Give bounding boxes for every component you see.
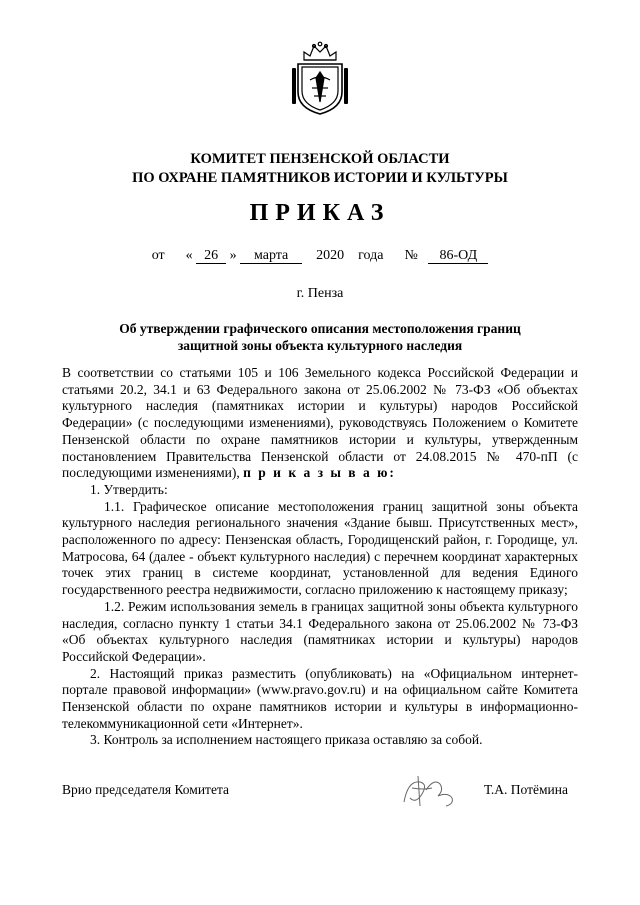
date-day: 26 (196, 248, 226, 264)
org-line-2: ПО ОХРАНЕ ПАМЯТНИКОВ ИСТОРИИ И КУЛЬТУРЫ (132, 170, 508, 186)
document-number: 86-ОД (428, 248, 488, 264)
date-from-label: от (151, 248, 165, 263)
handwritten-signature (398, 770, 468, 810)
coat-of-arms-icon (290, 40, 350, 118)
organization-name (0, 150, 640, 188)
quote-open: « (185, 248, 193, 263)
date-year: 2020 (316, 248, 345, 263)
item-1: 1. Утвердить: (90, 481, 168, 497)
quote-close: » (229, 248, 237, 263)
order-word: п р и к а з ы в а ю: (243, 465, 396, 481)
document-body (62, 365, 578, 749)
item-3: 3. Контроль за исполнением настоящего приказа оставляю за собой. (90, 732, 483, 748)
item-1-1: 1.1. Графическое описание местоположения границ защитной зоны объекта культурного наследия регионального значения «Здание бывш. Присутственных мест», расположенного по адресу: Пензенская область, Городищенский район, г. Городище, ул. Матросова, 64 (далее - объект культурного наследия) с перечнем координат характерных точек этих границ в системе координат, установленной для ведения Единого государственного реестра недвижимости, согласно приложению к настоящему приказу; (62, 498, 578, 598)
city: г. Пенза (296, 286, 344, 301)
signer-position: Врио председателя Комитета (62, 782, 229, 797)
year-word: года (358, 248, 384, 263)
item-2: 2. Настоящий приказ разместить (опубликовать) на «Официальном интернет-портале правовой информации» (www.pravo.gov.ru) и на официальном сайте Комитета Пензенской области по охране памятников истории и культуры в информационно-телекоммуникационной сети «Интернет». (62, 665, 578, 731)
document-subject (80, 320, 560, 354)
subject-line-1: Об утверждении графического описания местоположения границ (119, 321, 521, 336)
item-1-2: 1.2. Режим использования земель в границах защитной зоны объекта культурного наследия, согласно пункту 1 статьи 34.1 Федерального закона от 25.06.2002 № 73-ФЗ «Об объектах культурного наследия (памятниках истории и культуры) народов Российской Федерации». (62, 598, 578, 664)
document-type: ПРИКАЗ (249, 200, 391, 226)
subject-line-2: защитной зоны объекта культурного наследия (177, 338, 463, 353)
org-line-1: КОМИТЕТ ПЕНЗЕНСКОЙ ОБЛАСТИ (190, 151, 450, 167)
preamble-paragraph (62, 365, 578, 482)
number-sign: № (404, 248, 418, 263)
signer-name: Т.А. Потёмина (484, 782, 568, 797)
date-line (0, 248, 640, 264)
date-month: марта (240, 248, 302, 264)
preamble-text: В соответствии со статьями 105 и 106 Земельного кодекса Российской Федерации и статьями 20.2, 34.1 и 63 Федерального закона от 25.06.2002 № 73-ФЗ «Об объектах культурного наследия (памятниках истории и культуры) народов Российской Федерации» (с последующими изменениями), руководствуясь Положением о Комитете Пензенской области по охране памятников истории и культуры, утвержденным постановлением Правительства Пензенской области от 24.08.2015 № 470-пП (с последующими изменениями), (62, 365, 578, 481)
